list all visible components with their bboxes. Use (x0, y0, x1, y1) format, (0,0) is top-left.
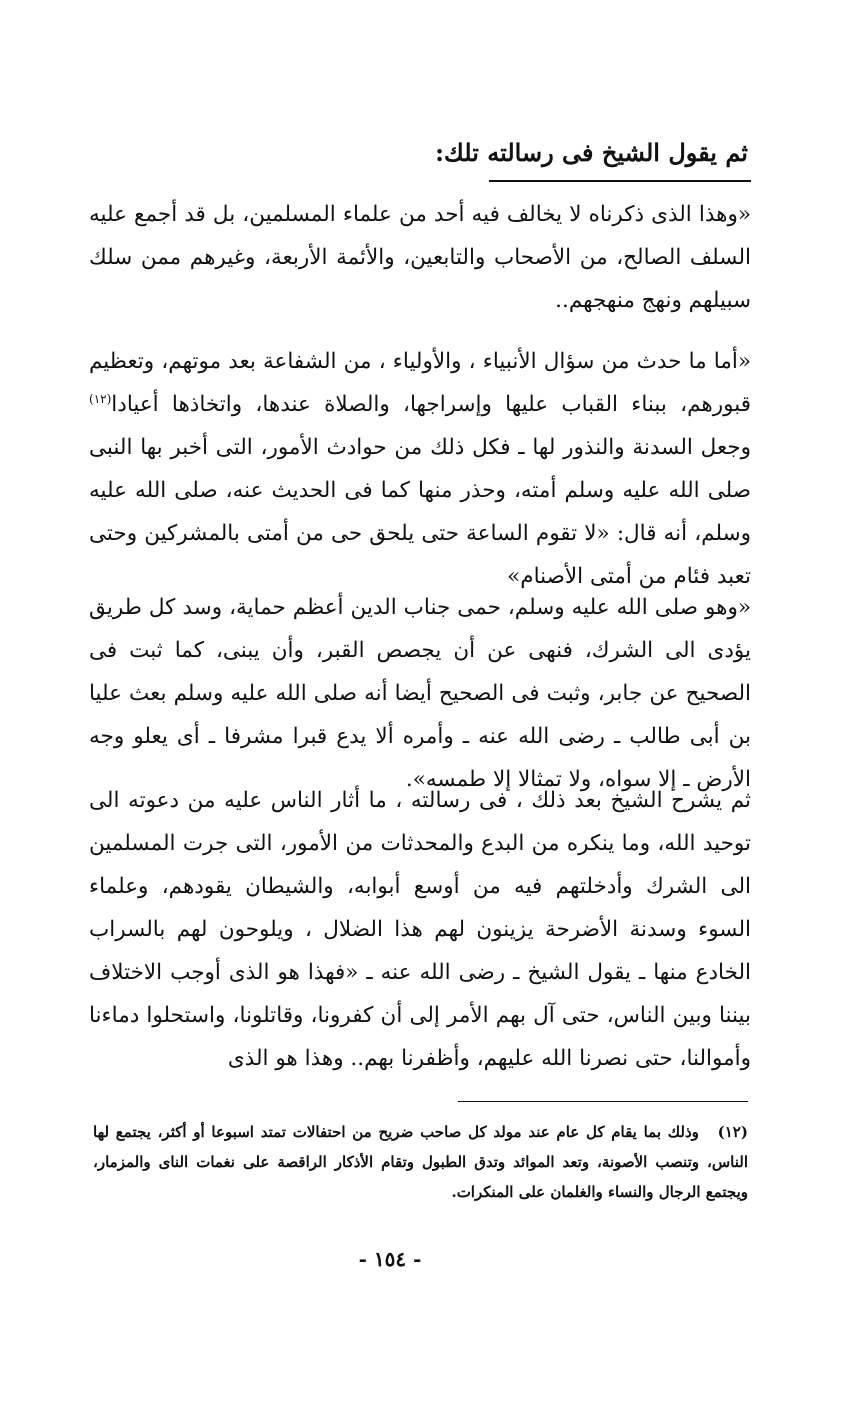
footnote-reference-12[interactable]: (١٢) (89, 391, 112, 406)
paragraph-1: «وهذا الذى ذكرناه لا يخالف فيه أحد من علماء المسلمين، بل قد أجمع عليه السلف الصالح، من الأصحاب والتابعين، والأئمة الأربعة، وغيرهم ممن سلك سبيلهم ونهج منهجهم.. (89, 202, 751, 313)
footnote-text: وذلك بما يقام كل عام عند مولد كل صاحب ضريح من احتفالات تمتد اسبوعا أو أكثر، يجتمع لها الناس، وتنصب الأصونة، وتعد الموائد وتدق الطبول وتقام الأذكار الراقصة على نغمات الناى والمزمار، ويجتمع الرجال والنساء والغلمان على المنكرات. (93, 1123, 748, 1201)
footnote-12 (93, 1117, 748, 1207)
paragraph-3: «وهو صلى الله عليه وسلم، حمى جناب الدين أعظم حماية، وسد كل طريق يؤدى الى الشرك، فنهى عن أن يجصص القبر، وأن يبنى، كما ثبت فى الصحيح عن جابر، وثبت فى الصحيح أيضا أنه صلى الله عليه وسلم بعث عليا بن أبى طالب ـ رضى الله عنه ـ وأمره ألا يدع قبرا مشرفا ـ أى يعلو وجه الأرض ـ إلا سواه، ولا تمثالا إلا طمسه». (89, 595, 751, 792)
footnote-marker: (١٢) (717, 1123, 748, 1141)
page-number: - ١٥٤ - (358, 1247, 422, 1271)
paragraph-2 (89, 340, 751, 598)
section-heading: ثم يقول الشيخ فى رسالته تلك: (435, 138, 748, 167)
heading-underline (489, 180, 751, 182)
paragraph-2-text-start: «أما ما حدث من سؤال الأنبياء ، والأولياء ، من الشفاعة بعد موتهم، وتعظيم قبورهم، ببناء القباب عليها وإسراجها، والصلاة عندها، واتخاذها أعيادا (89, 349, 751, 417)
paragraph-4: ثم يشرح الشيخ بعد ذلك ، فى رسالته ، ما أثار الناس عليه من دعوته الى توحيد الله، وما ينكره من البدع والمحدثات من الأمور، التى جرت المسلمين الى الشرك وأدخلتهم فيه من أوسع أبوابه، والشيطان يقودهم، وعلماء السوء وسدنة الأضرحة يزينون لهم هذا الضلال ، ويلوحون لهم بالسراب الخادع منها ـ يقول الشيخ ـ رضى الله عنه ـ «فهذا هو الذى أوجب الاختلاف بيننا وبين الناس، حتى آل بهم الأمر إلى أن كفرونا، وقاتلونا، واستحلوا دماءنا وأموالنا، حتى نصرنا الله عليهم، وأظفرنا بهم.. وهذا هو الذى (89, 788, 751, 1071)
paragraph-2-text-end: وجعل السدنة والنذور لها ـ فكل ذلك من حوادث الأمور، التى أخبر بها النبى صلى الله عليه وسلم أمته، وحذر منها كما فى الحديث عنه، صلى الله عليه وسلم، أنه قال: «لا تقوم الساعة حتى يلحق حى من أمتى بالمشركين وحتى تعبد فئام من أمتى الأصنام» (89, 435, 751, 589)
footnote-separator (458, 1101, 748, 1102)
